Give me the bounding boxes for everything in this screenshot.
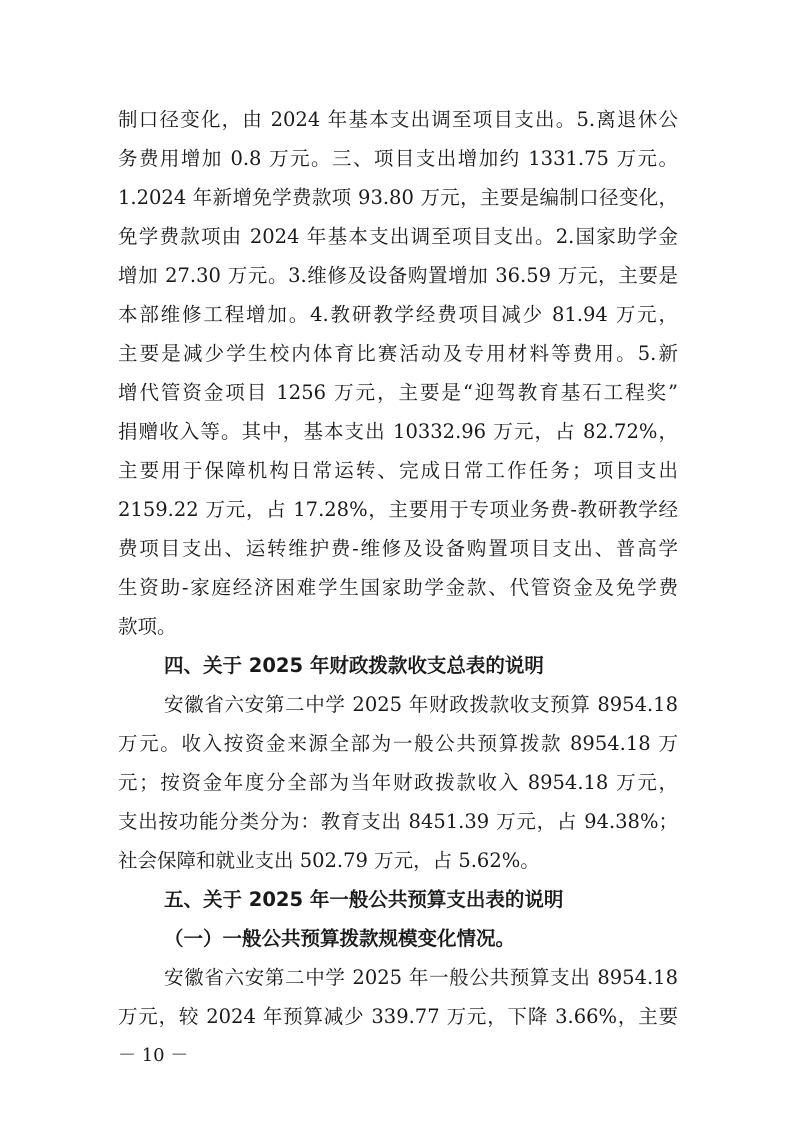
body-line: 制口径变化，由 2024 年基本支出调至项目支出。5.离退休公 bbox=[118, 108, 678, 131]
body-line: 元；按资金年度分全部为当年财政拨款收入 8954.18 万元， bbox=[118, 771, 678, 794]
body-line: 捐赠收入等。其中，基本支出 10332.96 万元，占 82.72%， bbox=[118, 420, 678, 443]
body-line: 支出按功能分类分为：教育支出 8451.39 万元，占 94.38%； bbox=[118, 810, 678, 833]
body-line: 社会保障和就业支出 502.79 万元，占 5.62%。 bbox=[118, 849, 540, 872]
body-line: 主要用于保障机构日常运转、完成日常工作任务；项目支出 bbox=[118, 459, 678, 482]
body-line: 免学费款项由 2024 年基本支出调至项目支出。2.国家助学金 bbox=[118, 225, 678, 248]
body-line: 增代管资金项目 1256 万元，主要是“迎驾教育基石工程奖” bbox=[118, 381, 678, 404]
page-number: － 10 － bbox=[118, 1045, 189, 1066]
body-line: 安徽省六安第二中学 2025 年一般公共预算支出 8954.18 bbox=[164, 966, 678, 989]
body-line: 2159.22 万元，占 17.28%，主要用于专项业务费-教研教学经 bbox=[118, 498, 678, 521]
body-line: 主要是减少学生校内体育比赛活动及专用材料等费用。5.新 bbox=[118, 342, 678, 365]
section-heading-5: 五、关于 2025 年一般公共预算支出表的说明 bbox=[164, 888, 564, 911]
subsection-heading-1: （一）一般公共预算拨款规模变化情况。 bbox=[164, 927, 516, 950]
body-line: 增加 27.30 万元。3.维修及设备购置增加 36.59 万元，主要是 bbox=[118, 264, 678, 287]
body-line: 安徽省六安第二中学 2025 年财政拨款收支预算 8954.18 bbox=[164, 693, 678, 716]
body-line: 务费用增加 0.8 万元。三、项目支出增加约 1331.75 万元。 bbox=[118, 147, 678, 170]
body-line: 本部维修工程增加。4.教研教学经费项目减少 81.94 万元， bbox=[118, 303, 678, 326]
body-line: 款项。 bbox=[118, 615, 177, 638]
body-line: 万元，较 2024 年预算减少 339.77 万元，下降 3.66%，主要 bbox=[118, 1005, 678, 1028]
body-line: 费项目支出、运转维护费-维修及设备购置项目支出、普高学 bbox=[118, 537, 678, 560]
body-line: 万元。收入按资金来源全部为一般公共预算拨款 8954.18 万 bbox=[118, 732, 678, 755]
body-line: 1.2024 年新增免学费款项 93.80 万元，主要是编制口径变化， bbox=[118, 186, 678, 209]
body-line: 生资助-家庭经济困难学生国家助学金款、代管资金及免学费 bbox=[118, 576, 678, 599]
section-heading-4: 四、关于 2025 年财政拨款收支总表的说明 bbox=[164, 654, 544, 677]
